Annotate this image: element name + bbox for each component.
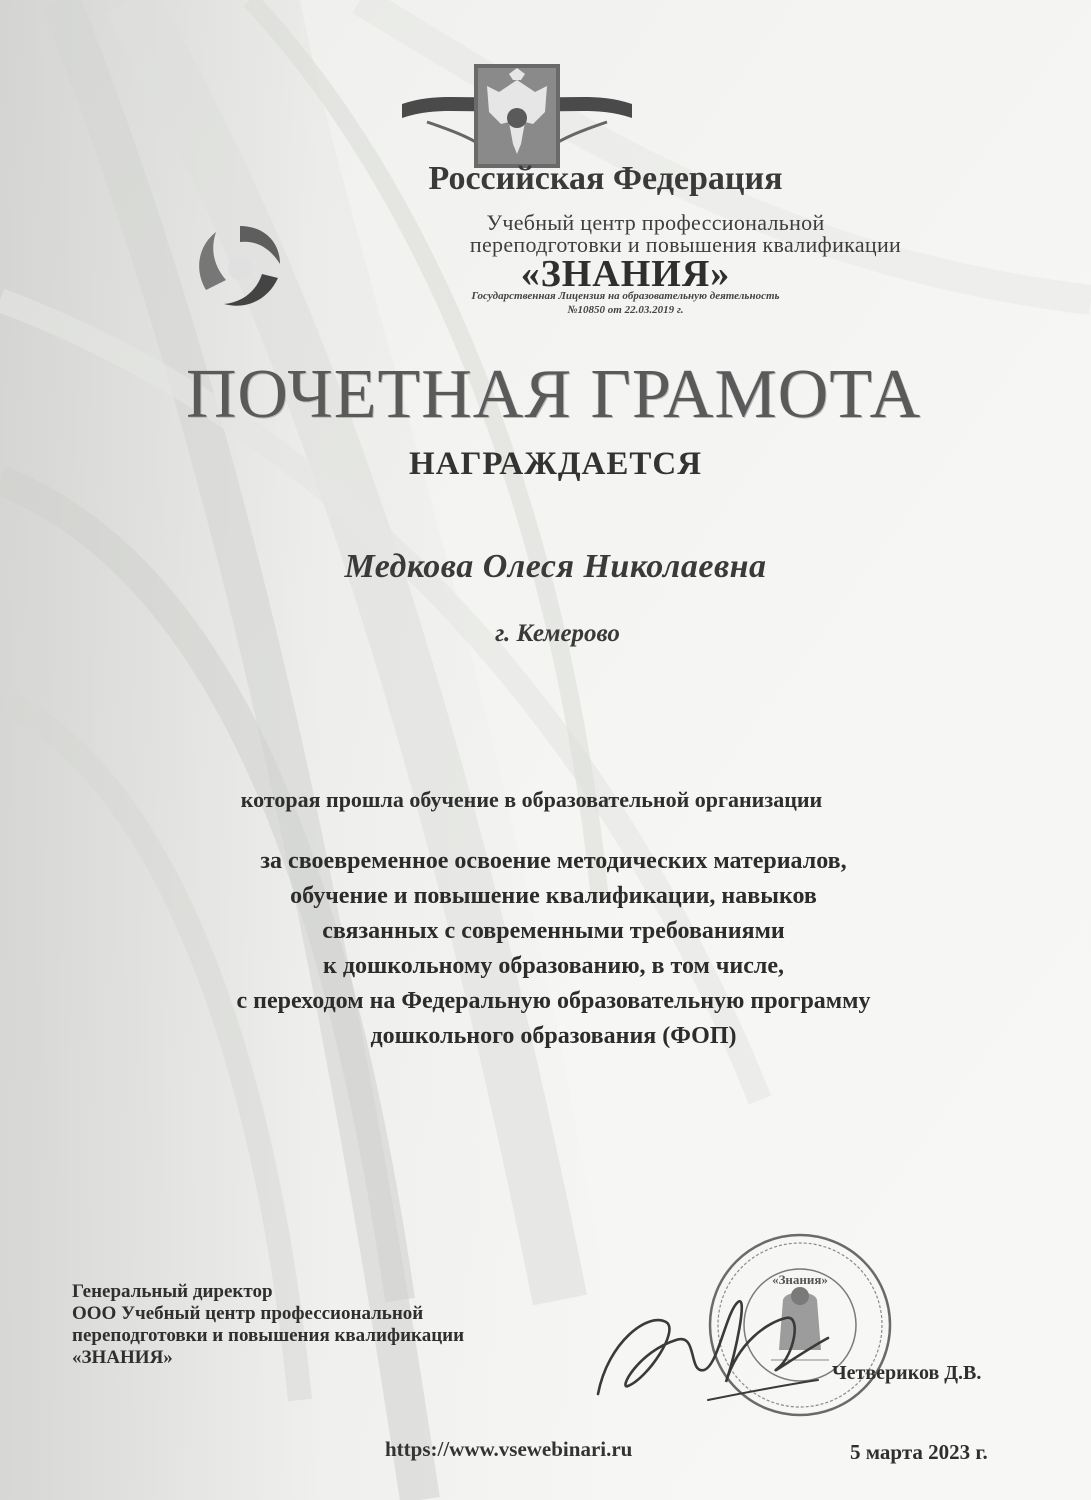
intro-text: которая прошла обучение в образовательной организации: [240, 787, 823, 812]
org-description-line-2: переподготовки и повышения квалификации: [469, 232, 902, 257]
org-description-line-1: Учебный центр профессиональной: [486, 210, 825, 235]
signer-line: переподготовки и повышения квалификации: [72, 1325, 465, 1346]
reason-line: за своевременное освоение методических материалов,: [260, 848, 847, 874]
coat-of-arms-icon: [397, 62, 637, 174]
award-reason: [8, 844, 1091, 1054]
recipient-name: Медкова Олеся Николаевна: [344, 548, 767, 585]
issue-date: 5 марта 2023 г.: [850, 1440, 988, 1464]
certificate-title: ПОЧЕТНАЯ ГРАМОТА: [185, 356, 922, 433]
license-line-1: Государственная Лицензия на образовательную деятельность: [471, 290, 780, 302]
signer-name: Четвериков Д.В.: [832, 1362, 982, 1384]
country-title: Российская Федерация: [428, 160, 783, 197]
signer-line: ООО Учебный центр профессиональной: [72, 1303, 424, 1324]
reason-line: к дошкольному образованию, в том числе,: [323, 953, 784, 979]
license-line-2: №10850 от 22.03.2019 г.: [567, 304, 684, 316]
seal-text: «Знания»: [772, 1272, 828, 1287]
signer-position: [72, 1281, 464, 1369]
website-link[interactable]: https://www.vsewebinari.ru: [385, 1437, 633, 1461]
reason-line: обучение и повышение квалификации, навыков: [290, 883, 817, 909]
org-name: «ЗНАНИЯ»: [520, 253, 731, 295]
recipient-city: г. Кемерово: [495, 620, 620, 647]
reason-line: дошкольного образования (ФОП): [370, 1023, 737, 1049]
signer-line: «ЗНАНИЯ»: [72, 1347, 173, 1368]
signer-line: Генеральный директор: [72, 1281, 273, 1302]
awarded-label: НАГРАЖДАЕТСЯ: [408, 446, 703, 482]
reason-line: связанных с современными требованиями: [322, 918, 785, 944]
reason-line: с переходом на Федеральную образовательную программу: [236, 988, 871, 1014]
director-signature: [588, 1282, 838, 1412]
